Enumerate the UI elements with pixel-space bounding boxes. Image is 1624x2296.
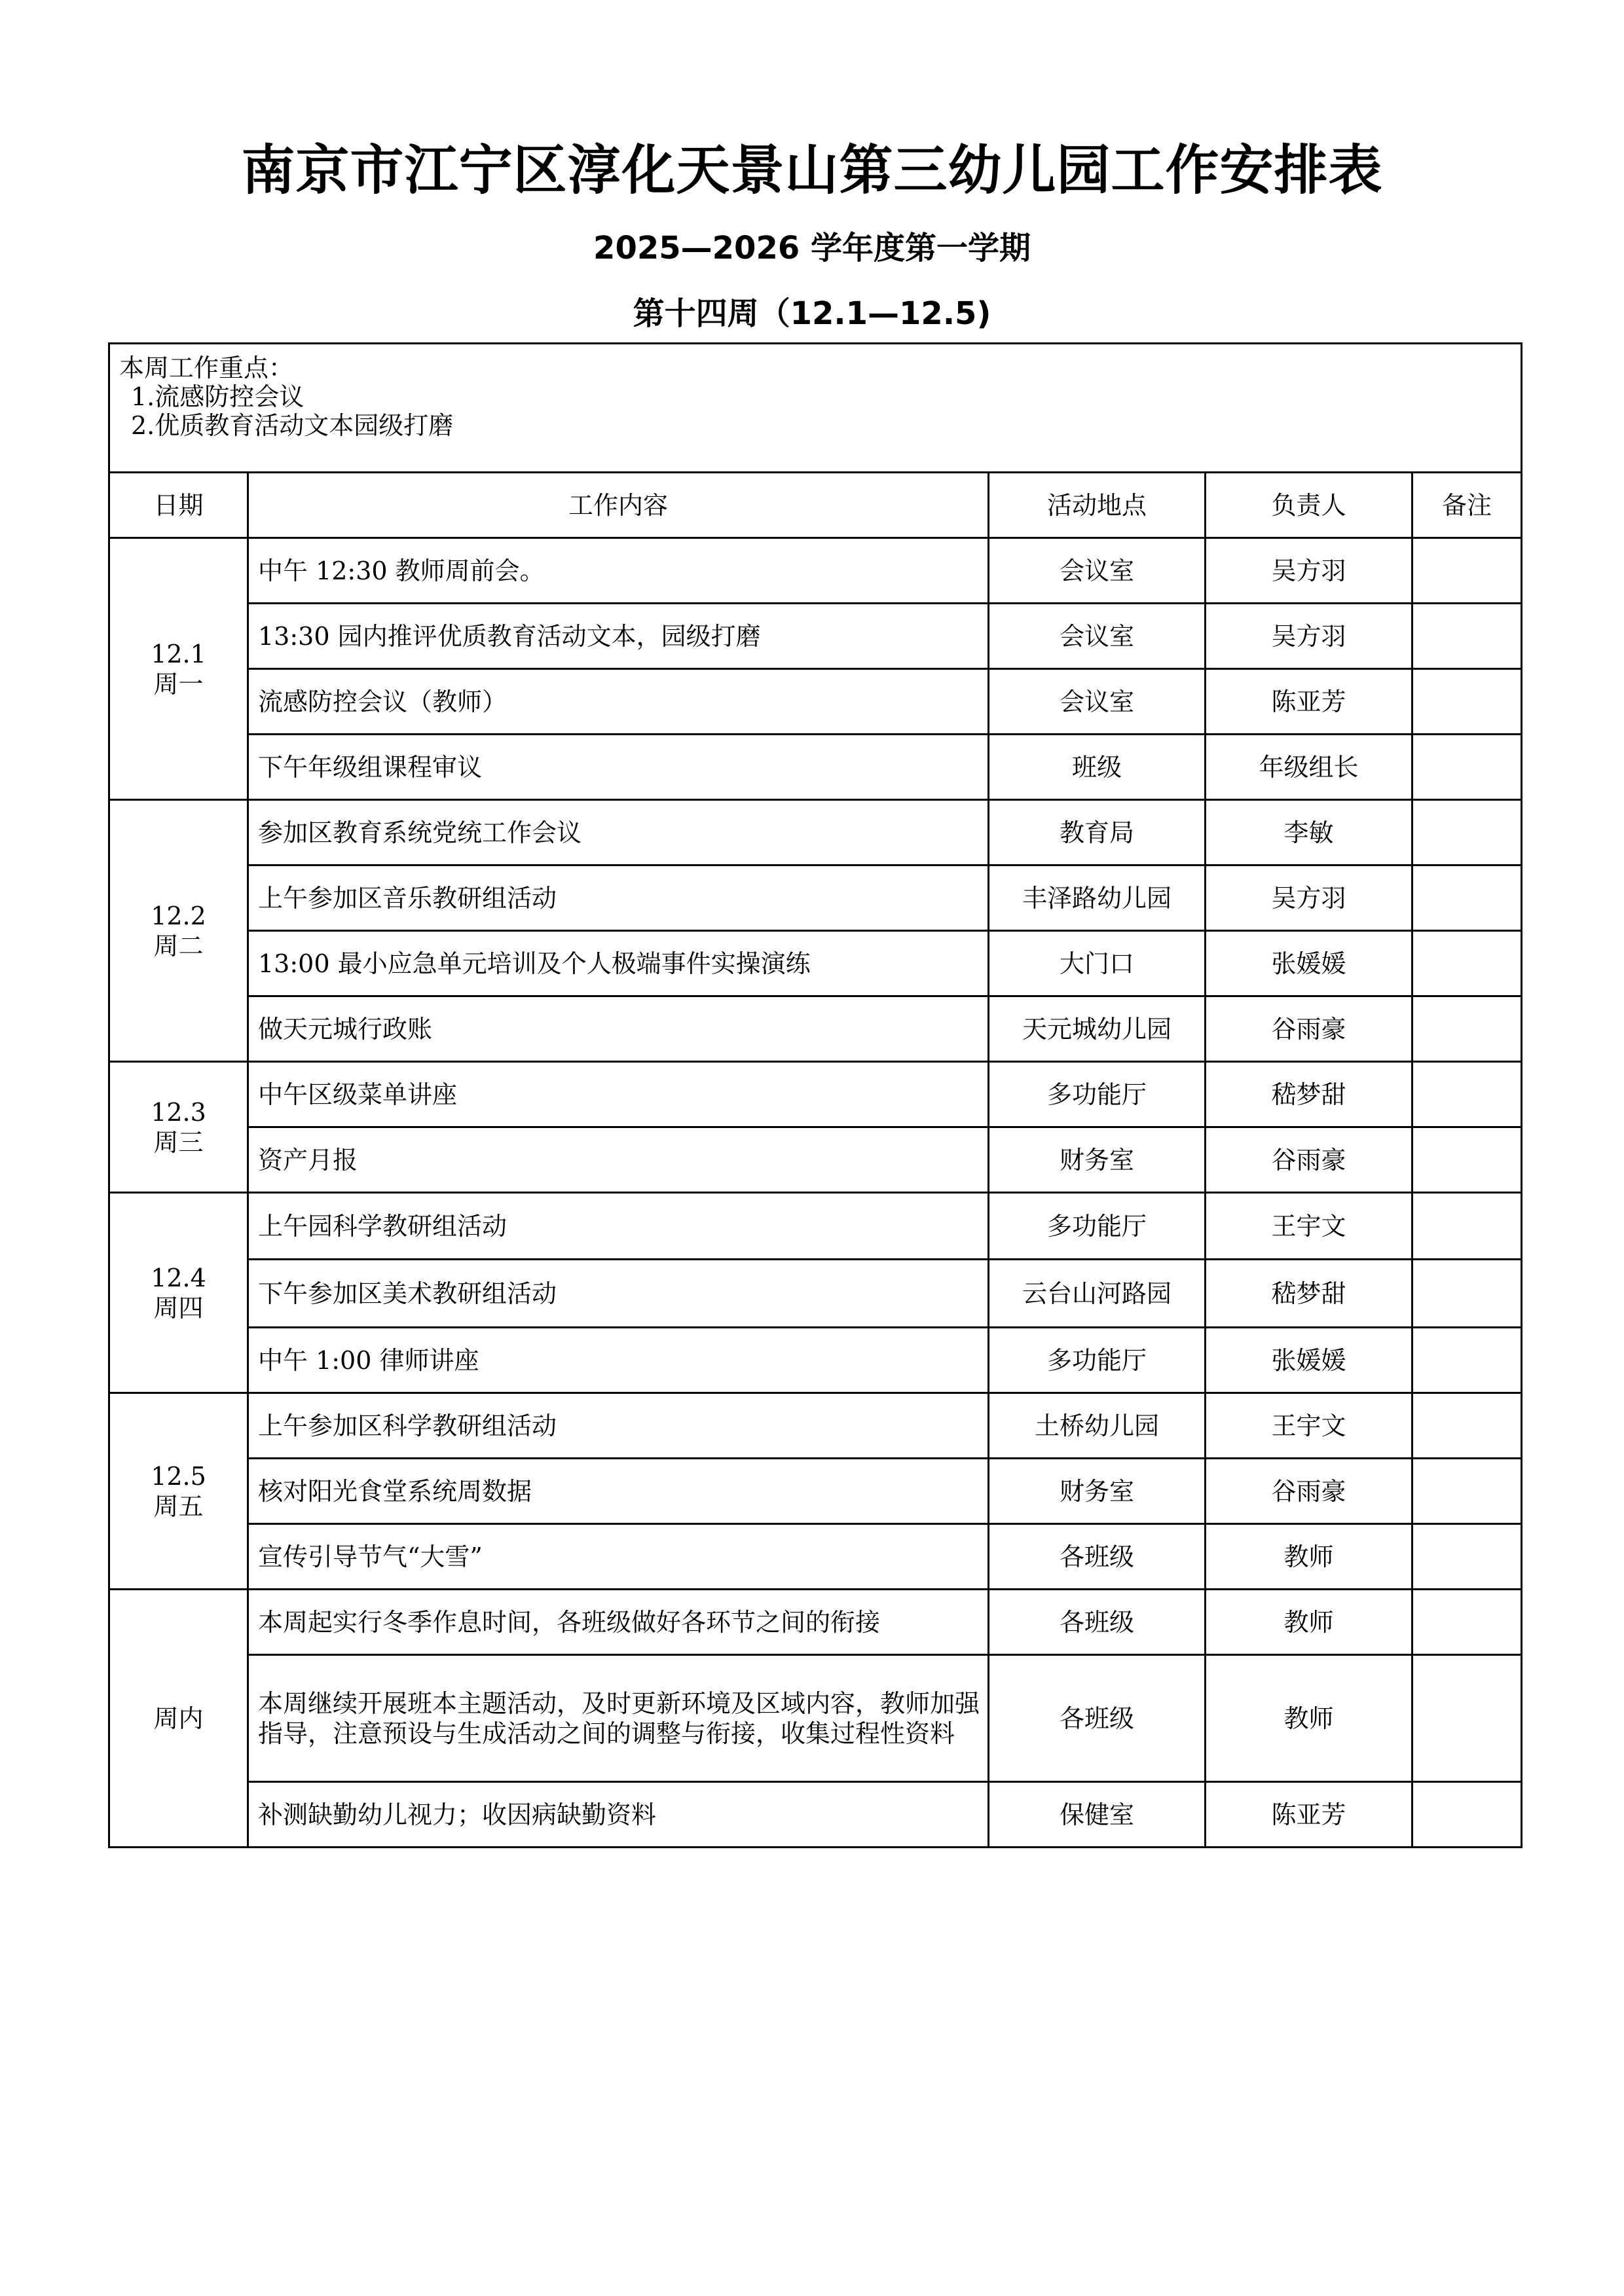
day-weekday: 周内 [153,1704,204,1733]
task-content: 参加区教育系统党统工作会议 [248,800,989,866]
task-location: 财务室 [989,1459,1206,1524]
day-weekday: 周三 [153,1127,204,1157]
task-location: 会议室 [989,604,1206,669]
task-location: 会议室 [989,538,1206,604]
task-note [1412,735,1522,800]
table-row [109,866,1522,931]
task-person: 谷雨豪 [1206,996,1412,1062]
task-location: 财务室 [989,1127,1206,1193]
day-weekday: 周四 [153,1293,204,1322]
task-note [1412,931,1522,996]
task-person: 李敏 [1206,800,1412,866]
task-location: 大门口 [989,931,1206,996]
task-content: 中午 12:30 教师周前会。 [248,538,989,604]
task-content: 下午年级组课程审议 [248,735,989,800]
task-note [1412,1590,1522,1655]
task-note [1412,1127,1522,1193]
task-person: 王宇文 [1206,1393,1412,1459]
task-content: 下午参加区美术教研组活动 [248,1260,989,1328]
table-row [109,1260,1522,1328]
day-date: 12.5 [151,1461,206,1491]
task-person: 吴方羽 [1206,866,1412,931]
task-location: 各班级 [989,1655,1206,1782]
task-location: 多功能厅 [989,1062,1206,1127]
table-row [109,1127,1522,1193]
task-person: 嵇梦甜 [1206,1260,1412,1328]
table-row [109,1524,1522,1590]
day-weekday: 周二 [153,931,204,960]
task-location: 天元城幼儿园 [989,996,1206,1062]
task-note [1412,800,1522,866]
day-date: 12.1 [151,639,206,668]
table-row [109,604,1522,669]
table-row [109,1328,1522,1393]
table-row [109,931,1522,996]
task-note [1412,1260,1522,1328]
day-cell [109,1193,248,1393]
task-note [1412,1393,1522,1459]
task-note [1412,538,1522,604]
table-row [109,1062,1522,1127]
semester-subtitle: 2025—2026 学年度第一学期 [593,230,1031,266]
task-note [1412,1524,1522,1590]
table-row [109,800,1522,866]
task-content: 核对阳光食堂系统周数据 [248,1459,989,1524]
table-row [109,1782,1522,1848]
day-cell [109,1062,248,1193]
focus-row [109,344,1522,473]
task-person: 谷雨豪 [1206,1127,1412,1193]
task-person: 张媛媛 [1206,1328,1412,1393]
task-content: 中午区级菜单讲座 [248,1062,989,1127]
task-person: 教师 [1206,1655,1412,1782]
task-location: 教育局 [989,800,1206,866]
task-person: 教师 [1206,1524,1412,1590]
task-location: 土桥幼儿园 [989,1393,1206,1459]
day-weekday: 周一 [153,669,204,699]
task-content: 上午参加区科学教研组活动 [248,1393,989,1459]
week-range: 第十四周（12.1—12.5) [633,295,991,332]
task-content: 流感防控会议（教师） [248,669,989,735]
schedule-body [109,538,1522,1848]
task-content: 宣传引导节气“大雪” [248,1524,989,1590]
table-row [109,538,1522,604]
task-note [1412,1459,1522,1524]
task-person: 陈亚芳 [1206,1782,1412,1848]
task-content: 补测缺勤幼儿视力；收因病缺勤资料 [248,1782,989,1848]
table-row [109,1393,1522,1459]
task-location: 丰泽路幼儿园 [989,866,1206,931]
task-person: 陈亚芳 [1206,669,1412,735]
weekly-focus-item: 1.流感防控会议 [131,382,304,411]
task-location: 保健室 [989,1782,1206,1848]
task-note [1412,1193,1522,1260]
day-cell [109,1393,248,1590]
task-content: 本周继续开展班本主题活动，及时更新环境及区域内容，教师加强指导，注意预设与生成活动之间的调整与衔接，收集过程性资料 [248,1655,989,1782]
task-content: 13:00 最小应急单元培训及个人极端事件实操演练 [248,931,989,996]
table-row [109,1655,1522,1782]
task-person: 嵇梦甜 [1206,1062,1412,1127]
task-content: 13:30 园内推评优质教育活动文本，园级打磨 [248,604,989,669]
task-person: 谷雨豪 [1206,1459,1412,1524]
task-note [1412,1655,1522,1782]
task-person: 张媛媛 [1206,931,1412,996]
task-person: 吴方羽 [1206,538,1412,604]
day-date: 12.2 [151,901,206,930]
table-row [109,735,1522,800]
schedule-table [108,342,1522,1848]
table-row [109,1193,1522,1260]
task-location: 各班级 [989,1524,1206,1590]
table-row [109,1459,1522,1524]
task-location: 会议室 [989,669,1206,735]
header-location: 活动地点 [989,473,1206,538]
task-location: 班级 [989,735,1206,800]
weekly-focus-item: 2.优质教育活动文本园级打磨 [131,411,454,440]
page-title: 南京市江宁区淳化天景山第三幼儿园工作安排表 [241,139,1383,202]
header-person: 负责人 [1206,473,1412,538]
task-person: 王宇文 [1206,1193,1412,1260]
task-note [1412,1062,1522,1127]
task-location: 各班级 [989,1590,1206,1655]
table-row [109,996,1522,1062]
task-content: 上午园科学教研组活动 [248,1193,989,1260]
task-person: 教师 [1206,1590,1412,1655]
day-date: 12.3 [151,1097,206,1127]
task-person: 年级组长 [1206,735,1412,800]
table-row [109,1590,1522,1655]
task-location: 多功能厅 [989,1193,1206,1260]
task-note [1412,996,1522,1062]
task-location: 云台山河路园 [989,1260,1206,1328]
task-person: 吴方羽 [1206,604,1412,669]
table-row [109,669,1522,735]
weekly-focus-heading: 本周工作重点： [119,354,294,382]
task-note [1412,669,1522,735]
task-content: 做天元城行政账 [248,996,989,1062]
task-content: 资产月报 [248,1127,989,1193]
header-date: 日期 [109,473,248,538]
day-weekday: 周五 [153,1491,204,1521]
task-note [1412,1328,1522,1393]
task-location: 多功能厅 [989,1328,1206,1393]
task-note [1412,866,1522,931]
header-content: 工作内容 [248,473,989,538]
task-content: 上午参加区音乐教研组活动 [248,866,989,931]
header-note: 备注 [1412,473,1522,538]
task-content: 本周起实行冬季作息时间，各班级做好各环节之间的衔接 [248,1590,989,1655]
task-note [1412,1782,1522,1848]
day-date: 12.4 [151,1263,206,1292]
header-row [109,473,1522,538]
day-cell [109,800,248,1062]
weekly-focus-cell [109,344,1522,473]
day-cell [109,538,248,800]
task-note [1412,604,1522,669]
task-content: 中午 1:00 律师讲座 [248,1328,989,1393]
day-cell [109,1590,248,1848]
